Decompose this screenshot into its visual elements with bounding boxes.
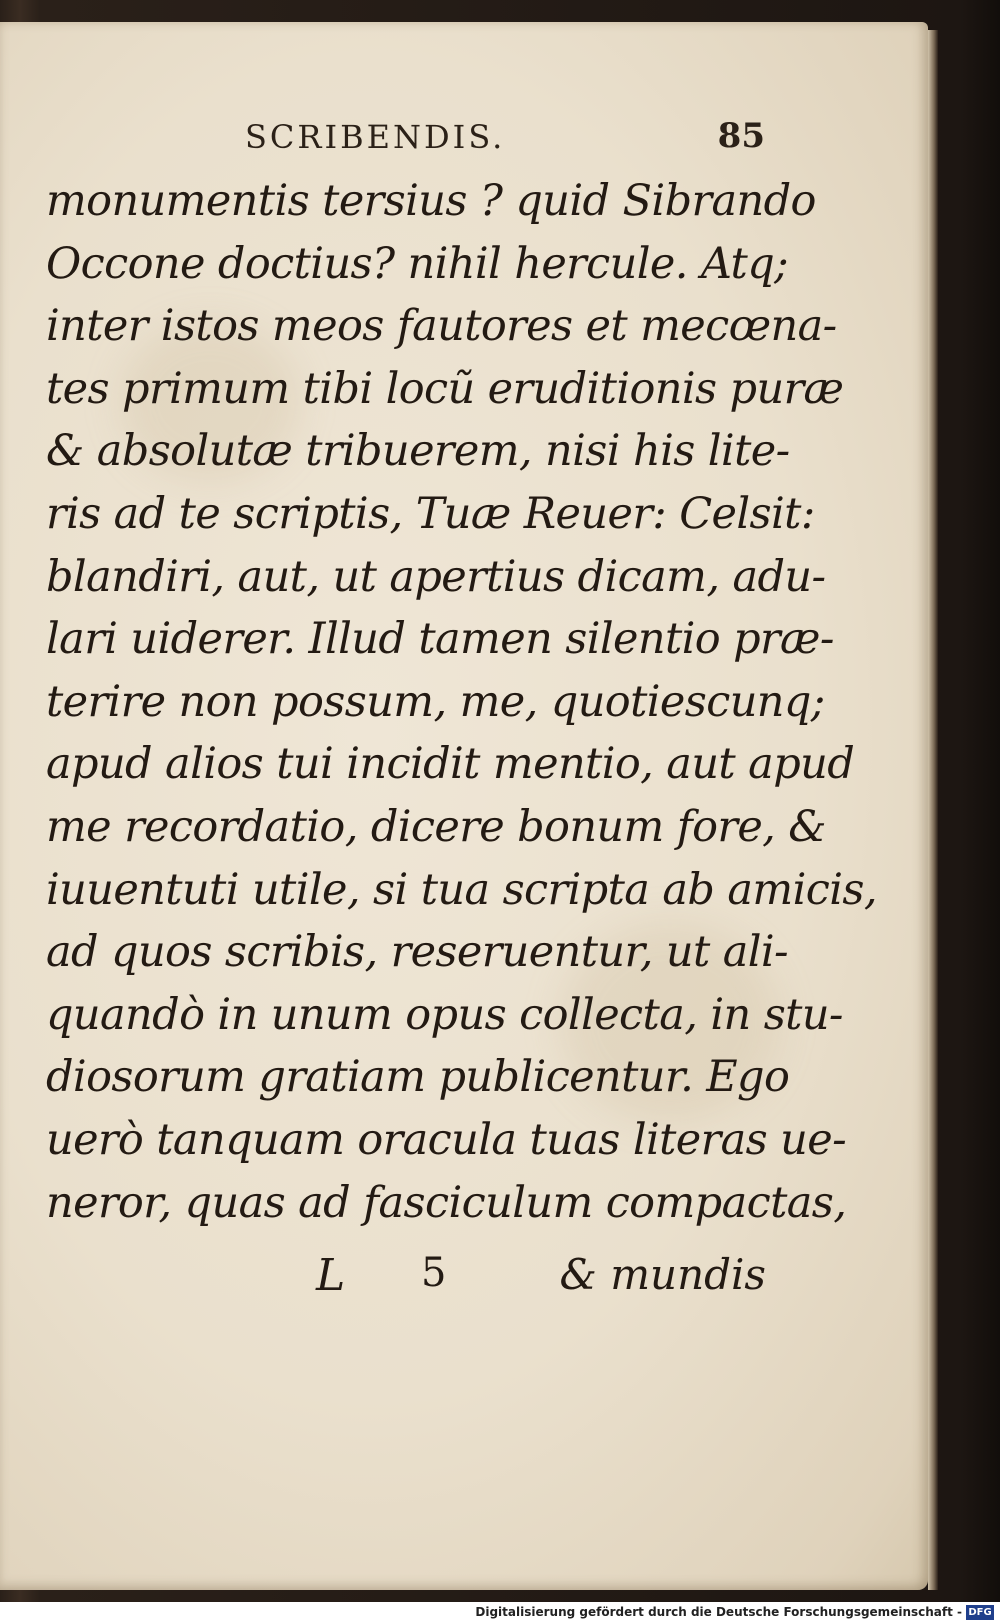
text-block — [46, 170, 877, 1234]
page-header — [245, 118, 765, 162]
page-number: 85 — [717, 116, 765, 156]
text-line: ris ad te scriptis, Tuæ Reuer: Celsit: — [46, 488, 815, 539]
funding-credit: Digitalisierung gefördert durch die Deutsche Forschungsgemeinschaft - — [475, 1605, 962, 1619]
catchword: & mundis — [559, 1250, 766, 1299]
text-line: apud alios tui incidit mentio, aut apud — [46, 739, 855, 790]
text-line: ad quos scribis, reseruentur, ut ali- — [46, 927, 788, 978]
text-line: monumentis tersius ? quid Sibrando — [46, 176, 816, 226]
text-line: terire non possum, me, quotiescunq; — [46, 676, 825, 727]
text-line: tes primum tibi locũ eruditionis puræ — [46, 363, 844, 414]
running-head: SCRIBENDIS. — [245, 118, 506, 156]
text-line: neror, quas ad fasciculum compactas, — [46, 1177, 847, 1228]
text-line: me recordatio, dicere bonum fore, & — [46, 801, 826, 852]
digitization-credit-bar — [0, 1602, 1000, 1624]
text-line: diosorum gratiam publicentur. Ego — [46, 1052, 790, 1103]
dfg-logo: DFG — [966, 1605, 994, 1620]
gathering-number: 5 — [421, 1250, 447, 1296]
book-page — [0, 22, 928, 1590]
text-line: inter istos meos fautores et mecœna- — [46, 301, 837, 352]
text-line: blandiri, aut, ut apertius dicam, adu- — [46, 551, 826, 602]
text-line: Occone doctius? nihil hercule. Atq; — [46, 238, 789, 289]
text-line: iuuentuti utile, si tua scripta ab amicis, — [46, 864, 877, 915]
catchline — [46, 1250, 766, 1310]
text-line: quandò in unum opus collecta, in stu- — [46, 989, 843, 1040]
text-line: uerò tanquam oracula tuas literas ue- — [46, 1114, 847, 1165]
text-line: lari uiderer. Illud tamen silentio præ- — [46, 614, 834, 665]
text-line: & absolutæ tribuerem, nisi his lite- — [46, 426, 790, 477]
page-edge — [928, 30, 938, 1590]
signature-mark: L — [316, 1250, 346, 1301]
